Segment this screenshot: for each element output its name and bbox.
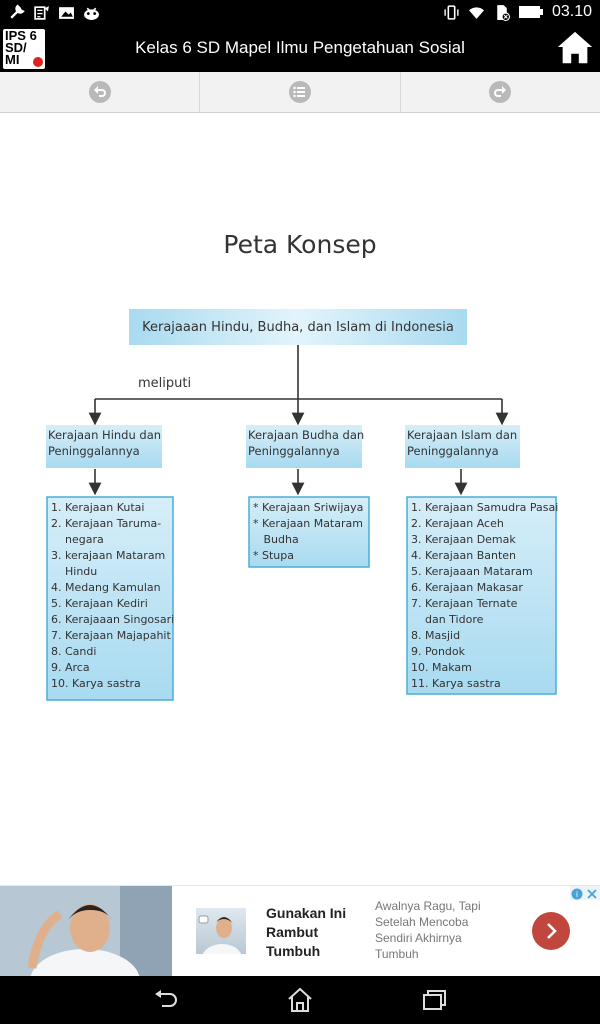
- list-item: 4. Kerajaan Banten: [411, 549, 517, 562]
- notes-icon: [33, 4, 50, 21]
- list-item: * Stupa: [253, 549, 294, 562]
- branch-budha: [246, 425, 368, 468]
- list-item: 5. Kerajaaan Mataram: [411, 565, 533, 578]
- no-sim-icon: [493, 4, 510, 21]
- ad-thumbnail-illustration: [196, 908, 246, 954]
- battery-icon: [518, 5, 544, 19]
- branch-heading-line: Kerajaan Budha dan: [248, 428, 365, 442]
- list-item: 5. Kerajaan Kediri: [51, 597, 148, 610]
- list-item: 9. Arca: [51, 661, 90, 674]
- list-item: 10. Karya sastra: [51, 677, 141, 690]
- list-item: 9. Pondok: [411, 645, 466, 658]
- list-item: 6. Kerajaan Makasar: [411, 581, 523, 594]
- list-item: 8. Masjid: [411, 629, 461, 642]
- list-item: negara: [51, 533, 104, 546]
- ad-title[interactable]: Gunakan Ini Rambut Tumbuh: [266, 905, 347, 959]
- branch-heading-line: Kerajaan Islam dan: [407, 428, 518, 442]
- recent-apps-icon: [420, 988, 448, 1012]
- clock: 03.10: [551, 3, 592, 20]
- list-item: * Kerajaan Sriwijaya: [253, 501, 364, 514]
- list-item: 1. Kerajaan Samudra Pasai: [411, 501, 559, 514]
- root-text: Kerajaaan Hindu, Budha, dan Islam di Indonesia: [142, 320, 454, 335]
- back-circle-icon: [88, 80, 112, 104]
- list-item: 4. Medang Kamulan: [51, 581, 161, 594]
- home-icon: [286, 987, 314, 1013]
- previous-button[interactable]: [0, 72, 200, 112]
- branch-heading-line: Kerajaan Hindu dan: [48, 428, 162, 442]
- nav-back-button[interactable]: [146, 984, 186, 1016]
- adchoices-icon[interactable]: [572, 889, 583, 900]
- svg-text:i: i: [575, 890, 579, 899]
- home-icon[interactable]: [556, 29, 594, 67]
- forward-circle-icon: [488, 80, 512, 104]
- list-item: 6. Kerajaaan Singosari: [51, 613, 175, 626]
- list-item: 2. Kerajaan Taruma-: [51, 517, 162, 530]
- list-item: 7. Kerajaan Majapahit: [51, 629, 171, 642]
- nav-home-button[interactable]: [280, 984, 320, 1016]
- logo-badge: [33, 57, 43, 67]
- branch-islam: [405, 425, 521, 468]
- game-icon: [83, 4, 100, 21]
- branch-heading-line: Peninggalannya: [48, 444, 140, 458]
- nav-recent-button[interactable]: [414, 984, 454, 1016]
- ad-banner[interactable]: [0, 885, 600, 976]
- back-icon: [152, 988, 180, 1012]
- list-item: Budha: [253, 533, 299, 546]
- branch-hindu: [46, 425, 165, 468]
- content-area: [0, 113, 600, 885]
- ad-description[interactable]: Awalnya Ragu, Tapi Setelah Mencoba Sendiri Akhirnya Tumbuh: [375, 899, 481, 961]
- ad-photo[interactable]: [0, 886, 172, 976]
- ad-thumbnail[interactable]: [196, 908, 246, 954]
- vibrate-icon: [443, 4, 460, 21]
- image-icon: [58, 4, 75, 21]
- status-bar: [0, 0, 600, 26]
- list-item: dan Tidore: [411, 613, 484, 626]
- ad-choices-badge[interactable]: [570, 886, 600, 900]
- list-item: 3. kerajaan Mataram: [51, 549, 166, 562]
- list-item: 3. Kerajaan Demak: [411, 533, 516, 546]
- list-item: 11. Karya sastra: [411, 677, 501, 690]
- app-logo-text: IPS 6 SD/ MI: [5, 29, 37, 67]
- list-item: Hindu: [51, 565, 98, 578]
- app-bar: [0, 26, 600, 72]
- navigation-toolbar: [0, 72, 600, 113]
- connector-label: meliputi: [138, 376, 192, 391]
- list-circle-icon: [288, 80, 312, 104]
- list-item: 8. Candi: [51, 645, 97, 658]
- list-item: 1. Kerajaan Kutai: [51, 501, 145, 514]
- list-item: * Kerajaan Mataram: [253, 517, 363, 530]
- list-item: 2. Kerajaan Aceh: [411, 517, 504, 530]
- list-item: 7. Kerajaan Ternate: [411, 597, 518, 610]
- branch-heading-line: Peninggalannya: [407, 444, 499, 458]
- diagram-title: Peta Konsep: [223, 230, 377, 259]
- next-button[interactable]: [401, 72, 600, 112]
- chevron-right-icon: [532, 912, 570, 950]
- close-icon[interactable]: [588, 890, 596, 898]
- wifi-icon: [468, 4, 485, 21]
- ad-open-button[interactable]: [532, 912, 570, 950]
- app-title: Kelas 6 SD Mapel Ilmu Pengetahuan Sosial: [135, 38, 465, 57]
- ad-photo-illustration: [0, 886, 172, 976]
- wrench-icon: [8, 4, 25, 21]
- menu-list-button[interactable]: [200, 72, 400, 112]
- system-nav-bar: [0, 976, 600, 1024]
- branch-heading-line: Peninggalannya: [248, 444, 340, 458]
- list-item: 10. Makam: [411, 661, 472, 674]
- concept-map: [0, 113, 600, 885]
